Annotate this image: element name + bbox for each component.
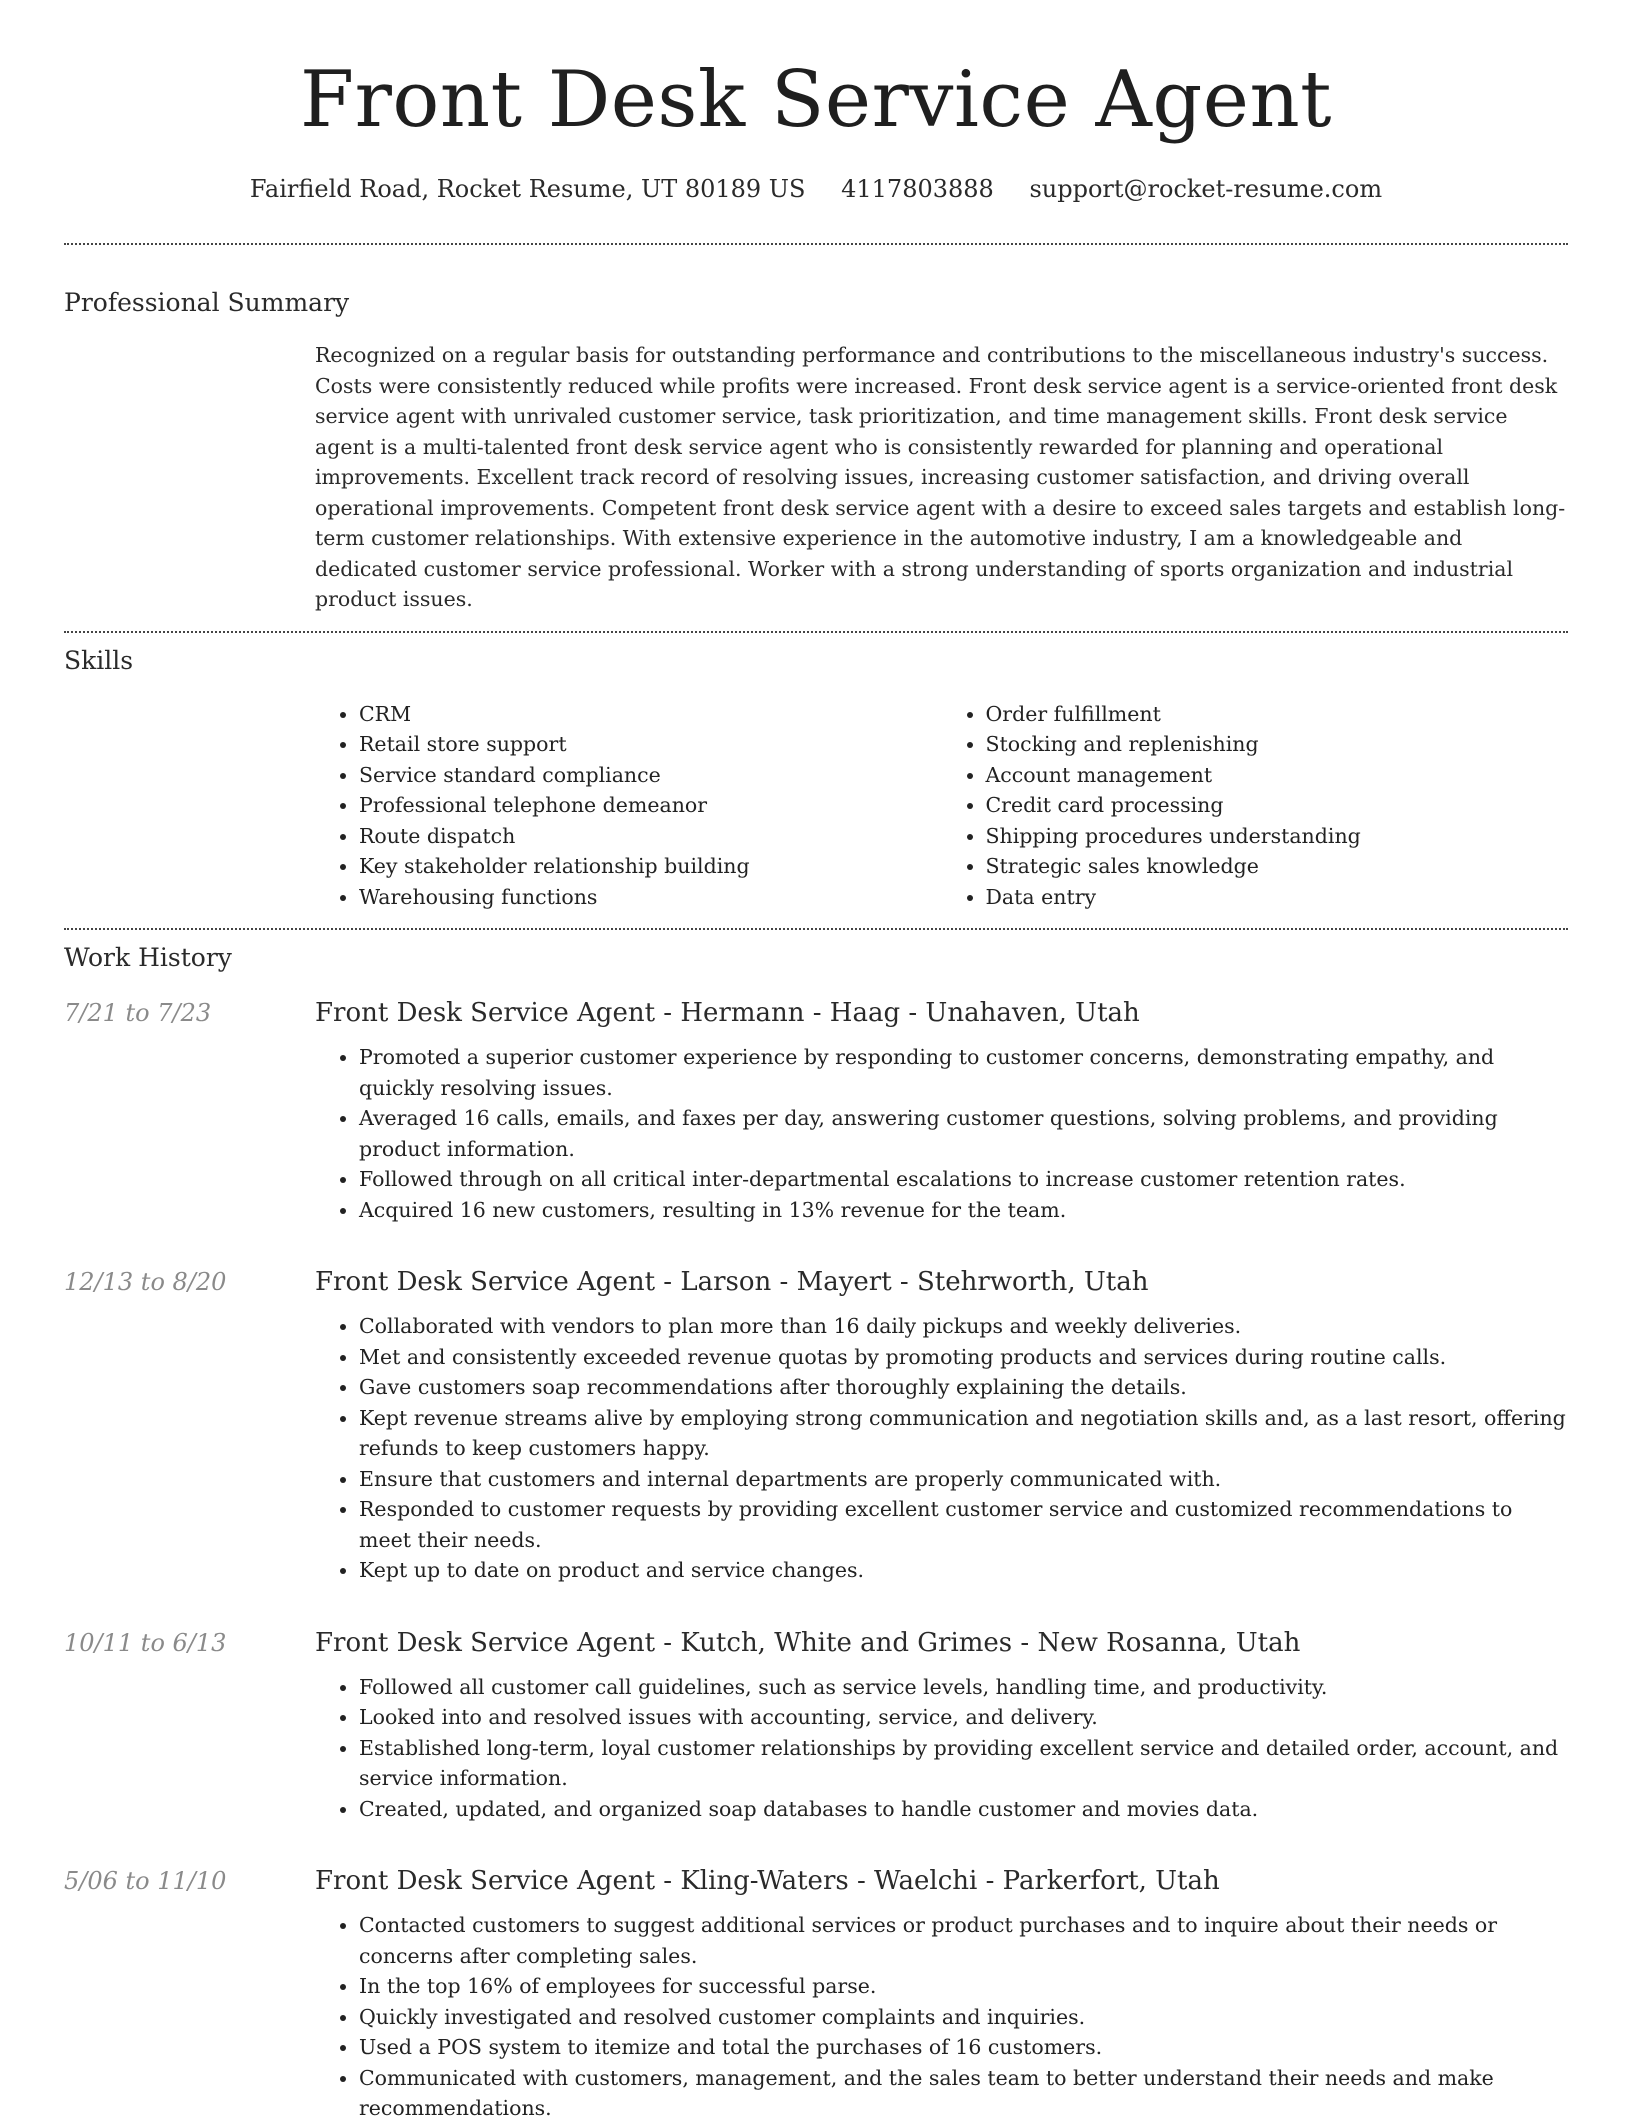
contact-email: support@rocket-resume.com — [1029, 175, 1383, 203]
skill-item: • Retail store support — [359, 729, 942, 760]
section-title: Work History — [64, 943, 232, 972]
job-title: Front Desk Service Agent - Hermann - Haag - Unahaven, Utah — [315, 998, 1140, 1028]
skills-list-right — [942, 699, 1569, 913]
skill-item: • Account management — [986, 760, 1569, 791]
job-bullet: • Communicated with customers, management, and the sales team to better understand their needs and make recommendations. — [359, 2063, 1568, 2124]
work-section — [0, 940, 1632, 2124]
job-entry — [64, 1864, 1568, 2124]
skills-list-left — [315, 699, 942, 913]
job-bullet: • Collaborated with vendors to plan more than 16 daily pickups and weekly deliveries. — [359, 1311, 1568, 1342]
job-date: 7/21 to 7/23 — [64, 999, 212, 1027]
job-bullet: • Created, updated, and organized soap databases to handle customer and movies data. — [359, 1794, 1568, 1825]
job-entry — [64, 1265, 1568, 1586]
job-bullet: • Kept up to date on product and service changes. — [359, 1555, 1568, 1586]
summary-section — [0, 285, 1632, 615]
job-bullet: • Contacted customers to suggest additional services or product purchases and to inquire about their needs or concerns after completing sales. — [359, 1910, 1568, 1971]
job-title: Front Desk Service Agent - Larson - Mayert - Stehrworth, Utah — [315, 1267, 1149, 1297]
divider — [64, 928, 1568, 930]
job-bullet: • Ensure that customers and internal departments are properly communicated with. — [359, 1464, 1568, 1495]
job-date: 12/13 to 8/20 — [64, 1268, 227, 1296]
skill-item: • Strategic sales knowledge — [986, 851, 1569, 882]
job-bullet: • Established long-term, loyal customer relationships by providing excellent service and detailed order, account, and service information. — [359, 1733, 1568, 1794]
job-title: Front Desk Service Agent - Kutch, White and Grimes - New Rosanna, Utah — [315, 1627, 1301, 1658]
skill-item: • Service standard compliance — [359, 760, 942, 791]
job-entry — [64, 1626, 1568, 1825]
job-date: 10/11 to 6/13 — [64, 1628, 227, 1657]
job-bullets — [315, 1672, 1568, 1825]
job-bullets — [315, 1311, 1568, 1586]
skill-item: • Shipping procedures understanding — [986, 821, 1569, 852]
divider — [64, 631, 1568, 633]
job-bullet: • In the top 16% of employees for successful parse. — [359, 1971, 1568, 2002]
job-bullet: • Acquired 16 new customers, resulting in 13% revenue for the team. — [359, 1195, 1568, 1226]
job-bullet: • Met and consistently exceeded revenue quotas by promoting products and services during routine calls. — [359, 1342, 1568, 1373]
job-bullet: • Followed all customer call guidelines, such as service levels, handling time, and productivity. — [359, 1672, 1568, 1703]
skill-item: • CRM — [359, 699, 942, 730]
job-title: Front Desk Service Agent - Kling-Waters - Waelchi - Parkerfort, Utah — [315, 1866, 1220, 1896]
section-title: Professional Summary — [64, 288, 350, 317]
skill-item: • Key stakeholder relationship building — [359, 851, 942, 882]
job-bullet: • Used a POS system to itemize and total the purchases of 16 customers. — [359, 2032, 1568, 2063]
job-bullets — [315, 1042, 1568, 1225]
skill-item: • Data entry — [986, 882, 1569, 913]
job-bullet: • Looked into and resolved issues with accounting, service, and delivery. — [359, 1702, 1568, 1733]
skills-columns — [315, 699, 1568, 913]
skill-item: • Order fulfillment — [986, 699, 1569, 730]
job-bullet: • Averaged 16 calls, emails, and faxes per day, answering customer questions, solving problems, and providing product information. — [359, 1103, 1568, 1164]
contact-address: Fairfield Road, Rocket Resume, UT 80189 US — [249, 175, 806, 203]
contact-phone: 4117803888 — [841, 175, 994, 203]
skill-item: • Credit card processing — [986, 790, 1569, 821]
summary-text: Recognized on a regular basis for outstanding performance and contributions to the miscellaneous industry's success. Costs were consistently reduced while profits were increased. Front desk service agent is a service-oriented front desk service agent with unrivaled customer service, task prioritization, and time management skills. Front desk service agent is a multi-talented front desk service agent who is consistently rewarded for planning and operational improvements. Excellent track record of resolving issues, increasing customer satisfaction, and driving overall operational improvements. Competent front desk service agent with a desire to exceed sales targets and establish long-term customer relationships. With extensive experience in the automotive industry, I am a knowledgeable and dedicated customer service professional. Worker with a strong understanding of sports organization and industrial product issues. — [315, 343, 1566, 611]
job-bullet: • Quickly investigated and resolved customer complaints and inquiries. — [359, 2002, 1568, 2033]
skills-section — [0, 643, 1632, 913]
skill-item: • Stocking and replenishing — [986, 729, 1569, 760]
contact-line — [0, 172, 1632, 206]
job-bullet: • Responded to customer requests by providing excellent customer service and customized recommendations to meet their needs. — [359, 1494, 1568, 1555]
job-entry — [64, 996, 1568, 1225]
job-date: 5/06 to 11/10 — [64, 1867, 227, 1895]
job-bullet: • Followed through on all critical inter-departmental escalations to increase customer retention rates. — [359, 1164, 1568, 1195]
section-title: Skills — [64, 645, 134, 675]
skill-item: • Warehousing functions — [359, 882, 942, 913]
job-bullet: • Gave customers soap recommendations after thoroughly explaining the details. — [359, 1372, 1568, 1403]
resume-name: Front Desk Service Agent — [299, 55, 1333, 145]
job-bullet: • Promoted a superior customer experience by responding to customer concerns, demonstrating empathy, and quickly resolving issues. — [359, 1042, 1568, 1103]
skill-item: • Route dispatch — [359, 821, 942, 852]
divider — [64, 243, 1568, 245]
job-bullets — [315, 1910, 1568, 2124]
job-bullet: • Kept revenue streams alive by employing strong communication and negotiation skills and, as a last resort, offering refunds to keep customers happy. — [359, 1403, 1568, 1464]
skill-item: • Professional telephone demeanor — [359, 790, 942, 821]
